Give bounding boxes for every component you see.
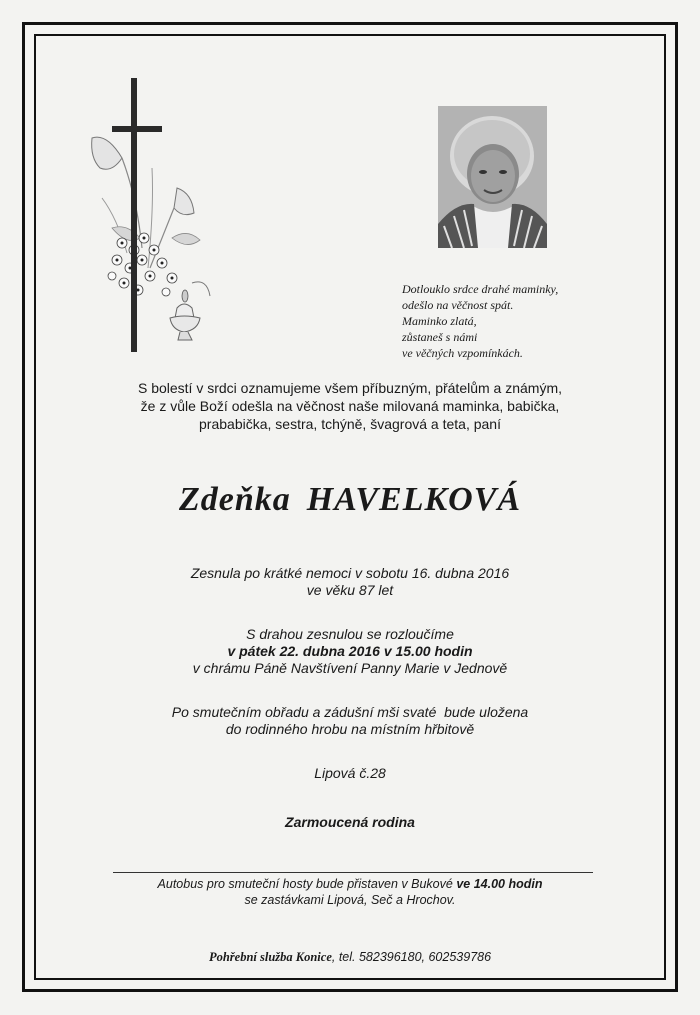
- death-info: [60, 565, 640, 599]
- poem-line: ve věčných vzpomínkách.: [402, 346, 523, 360]
- poem-line: Maminko zlatá,: [402, 314, 477, 328]
- farewell-date: v pátek 22. dubna 2016 v 15.00 hodin: [227, 643, 473, 659]
- funeral-service: [60, 950, 640, 965]
- family-signature: Zarmoucená rodina: [285, 814, 415, 830]
- address: Lipová č.28: [314, 765, 386, 781]
- poem: [402, 281, 632, 361]
- intro-line: prababička, sestra, tchýně, švagrová a teta, paní: [199, 416, 501, 432]
- portrait-photo: [438, 106, 547, 248]
- bus-line: [60, 876, 640, 892]
- death-line: Zesnula po krátké nemoci v sobotu 16. dubna 2016: [190, 565, 510, 581]
- bus-text: Autobus pro smuteční hosty bude přistaven v Bukové: [157, 877, 457, 891]
- bus-info: [60, 876, 640, 908]
- divider: [113, 872, 593, 873]
- bus-stops: se zastávkami Lipová, Seč a Hrochov.: [244, 893, 456, 907]
- farewell-place: v chrámu Páně Navštívení Panny Marie v Jednově: [192, 660, 508, 676]
- intro-line: že z vůle Boží odešla na věčnost naše milovaná maminka, babička,: [140, 398, 560, 414]
- cross-with-flowers-icon: [82, 78, 222, 358]
- burial-line: do rodinného hrobu na místním hřbitově: [225, 721, 475, 737]
- intro-line: S bolestí v srdci oznamujeme všem příbuzným, přátelům a známým,: [137, 380, 563, 396]
- funeral-service-contact: , tel. 582396180, 602539786: [331, 950, 492, 964]
- announcement-intro: [60, 379, 640, 433]
- deceased-name: [60, 480, 640, 520]
- burial-info: [60, 704, 640, 738]
- age-line: ve věku 87 let: [306, 582, 394, 598]
- burial-line: Po smutečním obřadu a zádušní mši svaté bude uložena: [171, 704, 529, 720]
- poem-line: odešlo na věčnost spát.: [402, 298, 514, 312]
- first-name: Zdeňka: [178, 481, 291, 518]
- farewell-info: [60, 626, 640, 677]
- last-name: HAVELKOVÁ: [306, 481, 522, 518]
- poem-line: zůstaneš s námi: [402, 330, 478, 344]
- bus-time: ve 14.00 hodin: [456, 877, 543, 891]
- funeral-service-name: Pohřební služba Konice: [208, 950, 332, 964]
- farewell-line: S drahou zesnulou se rozloučíme: [246, 626, 454, 642]
- poem-line: Dotlouklo srdce drahé maminky,: [402, 282, 559, 296]
